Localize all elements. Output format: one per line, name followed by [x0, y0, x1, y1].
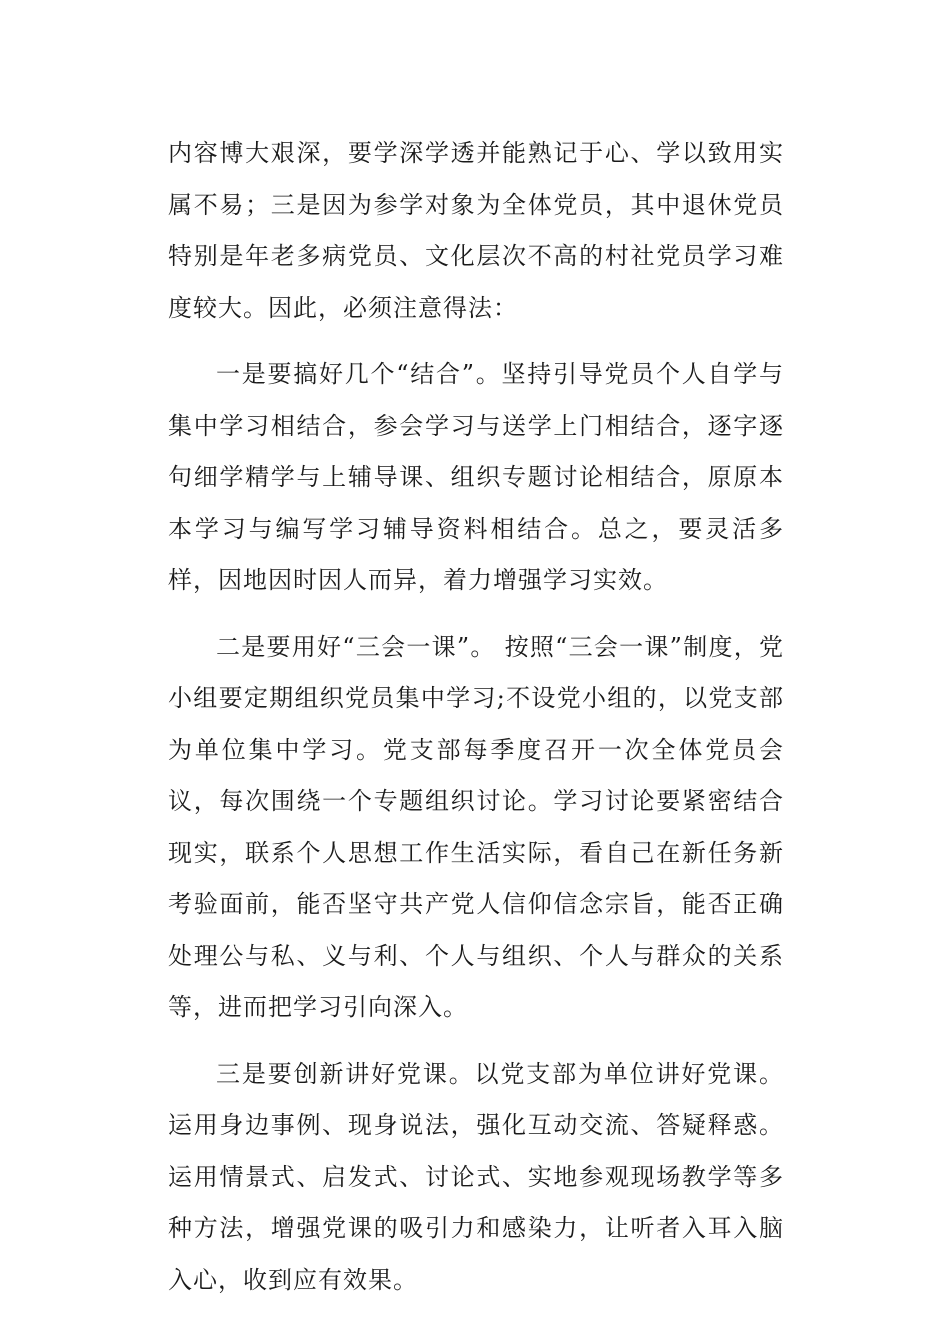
paragraph-continued-text: 内容博大艰深，要学深学透并能熟记于心、学以致用实属不易；三是因为参学对象为全体党员，其中退休党员特别是年老多病党员、文化层次不高的村社党员学习难度较大。因此，必须注意得法：: [168, 139, 784, 322]
paragraph-point-one: 一是要搞好几个“结合”。坚持引导党员个人自学与集中学习相结合，参会学习与送学上门相结合，逐字逐句细学精学与上辅导课、组织专题讨论相结合，原原本本学习与编写学习辅导资料相结合。总之，要灵活多样，因地因时因人而异，着力增强学习实效。: [168, 360, 784, 594]
document-body: [168, 128, 784, 1306]
paragraph-point-three: 三是要创新讲好党课。以党支部为单位讲好党课。运用身边事例、现身说法，强化互动交流、答疑释惑。运用情景式、启发式、讨论式、实地参观现场教学等多种方法，增强党课的吸引力和感染力，让听者入耳入脑入心，收到应有效果。: [168, 1059, 784, 1294]
paragraph-point-two: 二是要用好“三会一课”。 按照“三会一课”制度，党小组要定期组织党员集中学习;不设党小组的，以党支部为单位集中学习。党支部每季度召开一次全体党员会议，每次围绕一个专题组织讨论。学习讨论要紧密结合现实，联系个人思想工作生活实际，看自己在新任务新考验面前，能否坚守共产党人信仰信念宗旨，能否正确处理公与私、义与利、个人与组织、个人与群众的关系等，进而把学习引向深入。: [168, 632, 784, 1021]
